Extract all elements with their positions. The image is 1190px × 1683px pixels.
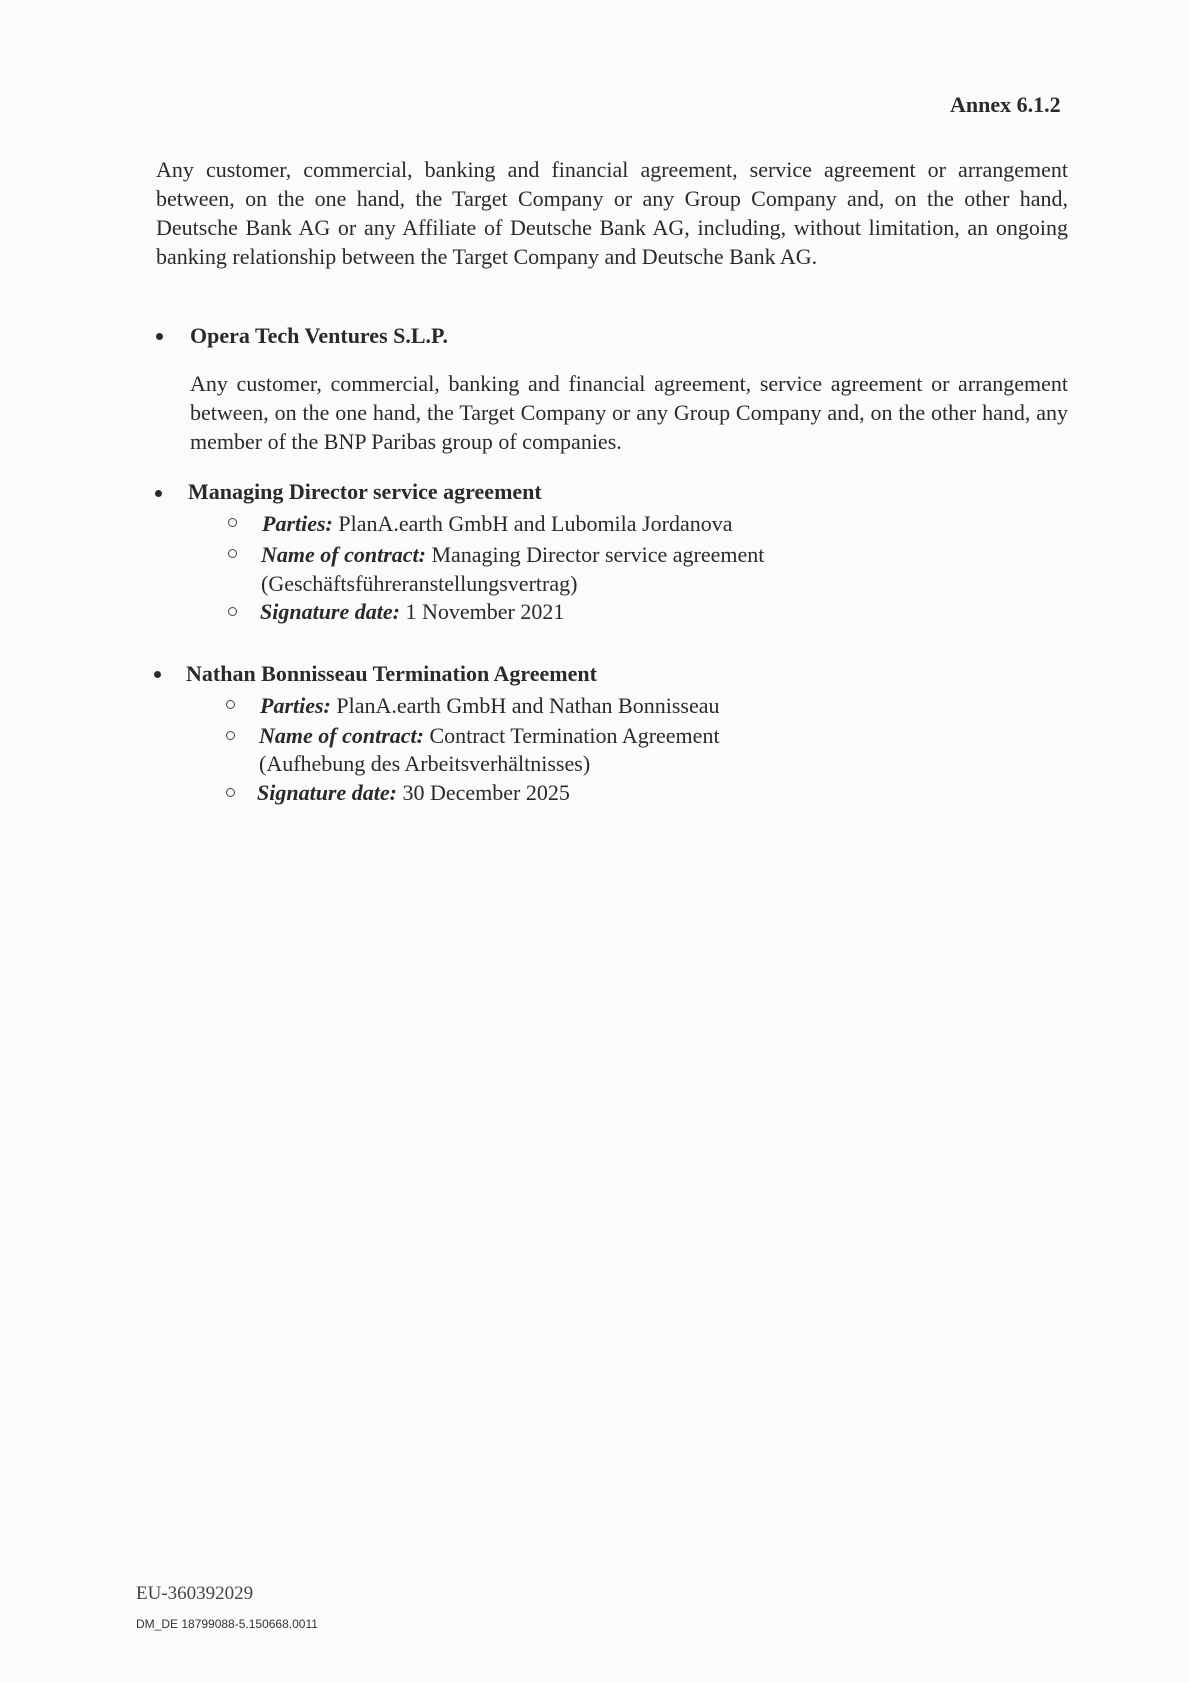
sub-bullet-icon [228, 518, 237, 527]
section-heading-opera: Opera Tech Ventures S.L.P. [190, 323, 448, 348]
item-parties: Parties: PlanA.earth GmbH and Lubomila Jordanova [262, 511, 733, 536]
item-name-of-contract: Name of contract: Contract Termination Agreement [259, 723, 720, 748]
sub-bullet-icon [228, 549, 237, 558]
item-signature-date: Signature date: 1 November 2021 [260, 599, 565, 624]
footer-reference: EU-360392029 [136, 1583, 254, 1604]
item-name-of-contract: Name of contract: Managing Director service agreement [261, 542, 765, 567]
section-heading-managing-director: Managing Director service agreement [188, 479, 542, 504]
sub-bullet-icon [226, 788, 235, 797]
item-name-of-contract-german: (Geschäftsführeranstellungsvertrag) [261, 571, 578, 596]
bullet-icon [156, 333, 163, 340]
sub-bullet-icon [226, 731, 235, 740]
bullet-icon [154, 671, 161, 678]
sub-bullet-icon [226, 700, 235, 709]
footer-document-id: DM_DE 18799088-5.150668.0011 [136, 1617, 318, 1631]
item-signature-date: Signature date: 30 December 2025 [257, 780, 570, 805]
section-text-opera: Any customer, commercial, banking and financial agreement, service agreement or arrangement between, on the one hand, the Target Company or any Group Company and, on the other hand, any member of the BNP Paribas group of companies. [190, 371, 1068, 454]
intro-paragraph: Any customer, commercial, banking and financial agreement, service agreement or arrangement between, on the one hand, the Target Company or any Group Company and, on the other hand, Deutsche Bank AG or any Affiliate of Deutsche Bank AG, including, without limitation, an ongoing banking relationship between the Target Company and Deutsche Bank AG. [156, 157, 1068, 269]
item-name-of-contract-german: (Aufhebung des Arbeitsverhältnisses) [259, 751, 591, 776]
annex-label: Annex 6.1.2 [950, 92, 1061, 117]
section-heading-nathan: Nathan Bonnisseau Termination Agreement [186, 661, 597, 686]
bullet-icon [155, 490, 162, 497]
item-parties: Parties: PlanA.earth GmbH and Nathan Bonnisseau [260, 693, 720, 718]
sub-bullet-icon [228, 607, 237, 616]
